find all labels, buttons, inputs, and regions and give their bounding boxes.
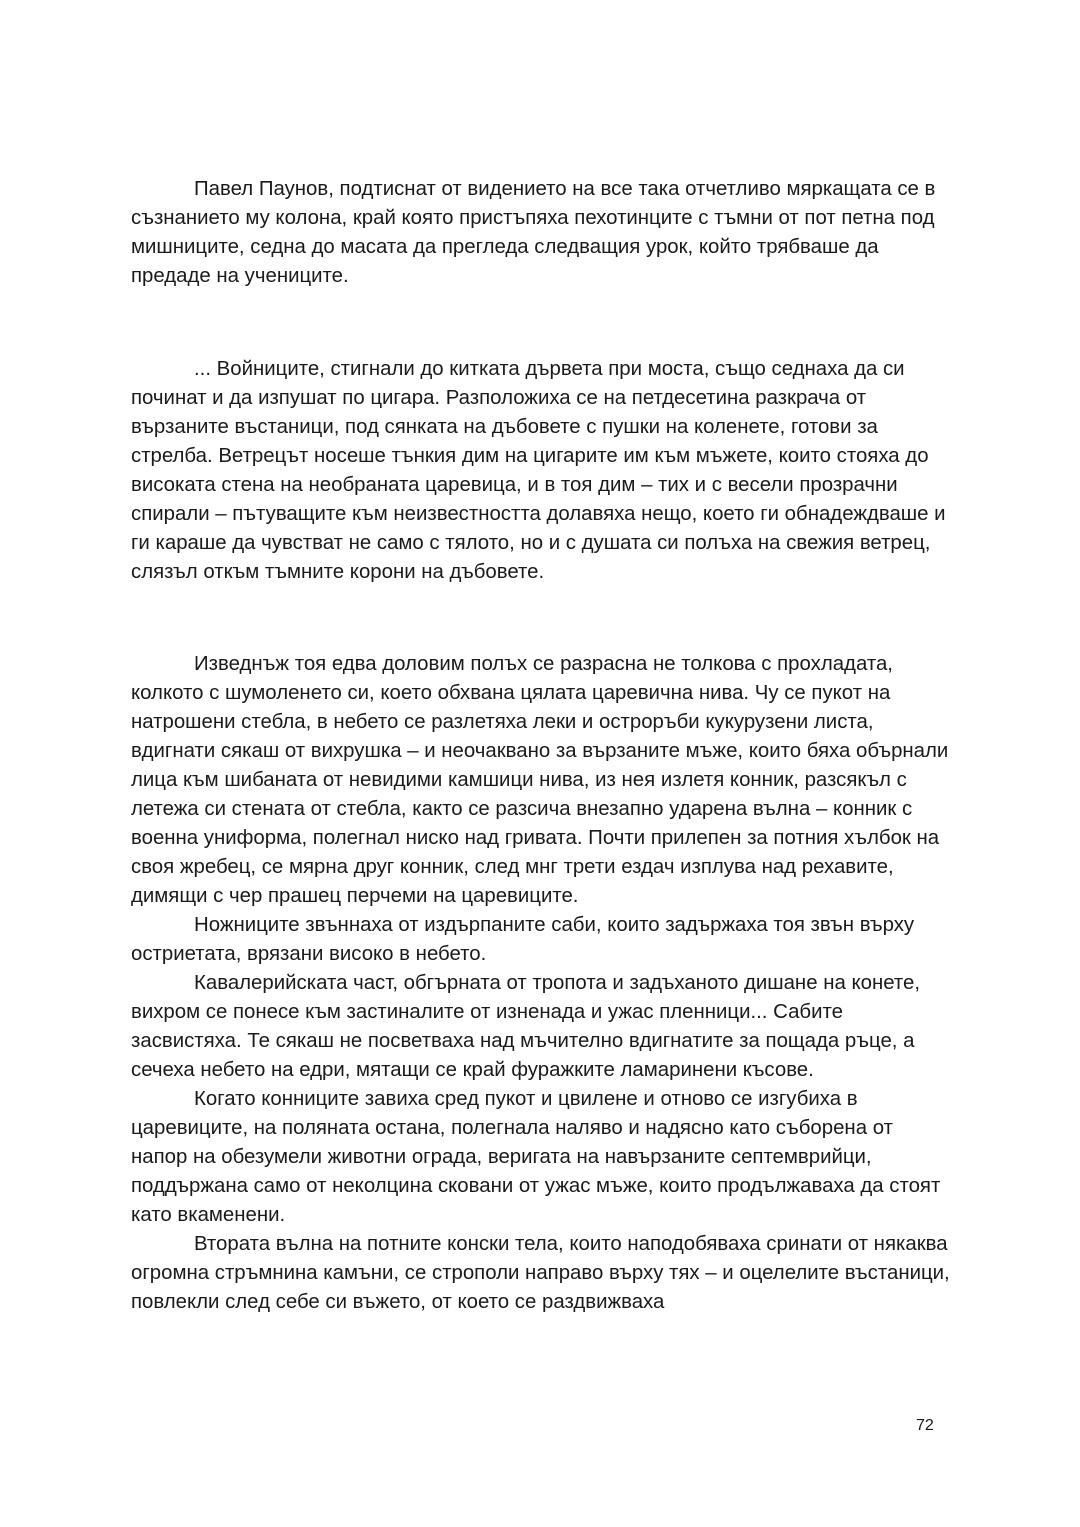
page-number: 72 [916, 1417, 934, 1434]
text-section-2 [131, 355, 953, 587]
paragraph: Павел Паунов, подтиснат от видението на все така отчетливо мяркащата се в съзнанието му колона, край която пристъпяха пехотинците с тъмни от пот петна под мишниците, седна до масата да прегледа следващия урок, който трябваше да предаде на учениците. [131, 178, 936, 287]
paragraph: Кавалерийската част, обгърната от тропота и задъханото дишане на конете, вихром се понесе към застиналите от изненада и ужас пленници... Сабите засвистяха. Те сякаш не посветваха над мъчително вдигнатите за пощада ръце, а сечеха небето на едри, мятащи се край фуражките ламаринени късове. [131, 972, 920, 1081]
paragraph: Когато конниците завиха сред пукот и цвилене и отново се изгубиха в царевиците, на поляната остана, полегнала наляво и надясно като съборена от напор на обезумели животни ограда, веригата на навързаните септемврийци, поддържана само от неколцина сковани от ужас мъже, които продължаваха да стоят като вкаменени. [131, 1088, 941, 1226]
paragraph: Изведнъж тоя едва доловим полъх се разрасна не толкова с прохладата, колкото с шумоленето си, което обхвана цялата царевична нива. Чу се пукот на натрошени стебла, в небето се разлетяха леки и остроръби кукурузени листа, вдигнати сякаш от вихрушка – и неочаквано за вързаните мъже, които бяха обърнали лица към шибаната от невидими камшици нива, из нея излетя конник, разсякъл с летежа си стената от стебла, както се разсича внезапно ударена вълна – конник с военна униформа, полегнал ниско над гривата. Почти прилепен за потния хълбок на своя жребец, се мярна друг конник, след мнг трети ездач изплува над рехавите, димящи с чер прашец перчеми на царевиците. [131, 653, 949, 907]
paragraph: Ножниците звъннаха от издърпаните саби, които задържаха тоя звън върху остриетата, врязани високо в небето. [131, 914, 915, 965]
text-section-3 [131, 650, 953, 1317]
paragraph: ... Войниците, стигнали до китката дървета при моста, също седнаха да си починат и да изпушат по цигара. Разположиха се на петдесетина разкрача от вързаните въстаници, под сянката на дъбовете с пушки на коленете, готови за стрелба. Ветрецът носеше тънкия дим на цигарите им към мъжете, които стояха до високата стена на необраната царевица, и в тоя дим – тих и с весели прозрачни спирали – пътуващите към неизвестността долавяха нещо, което ги обнадеждваше и ги караше да чувстват не само с тялото, но и с душата си полъха на свежия ветрец, слязъл откъм тъмните корони на дъбовете. [131, 358, 946, 583]
text-section-1 [131, 175, 953, 291]
paragraph: Втората вълна на потните конски тела, които наподобяваха сринати от някаква огромна стръмнина камъни, се строполи направо върху тях – и оцелелите въстаници, повлекли след себе си въжето, от което се раздвижваха [131, 1233, 950, 1313]
